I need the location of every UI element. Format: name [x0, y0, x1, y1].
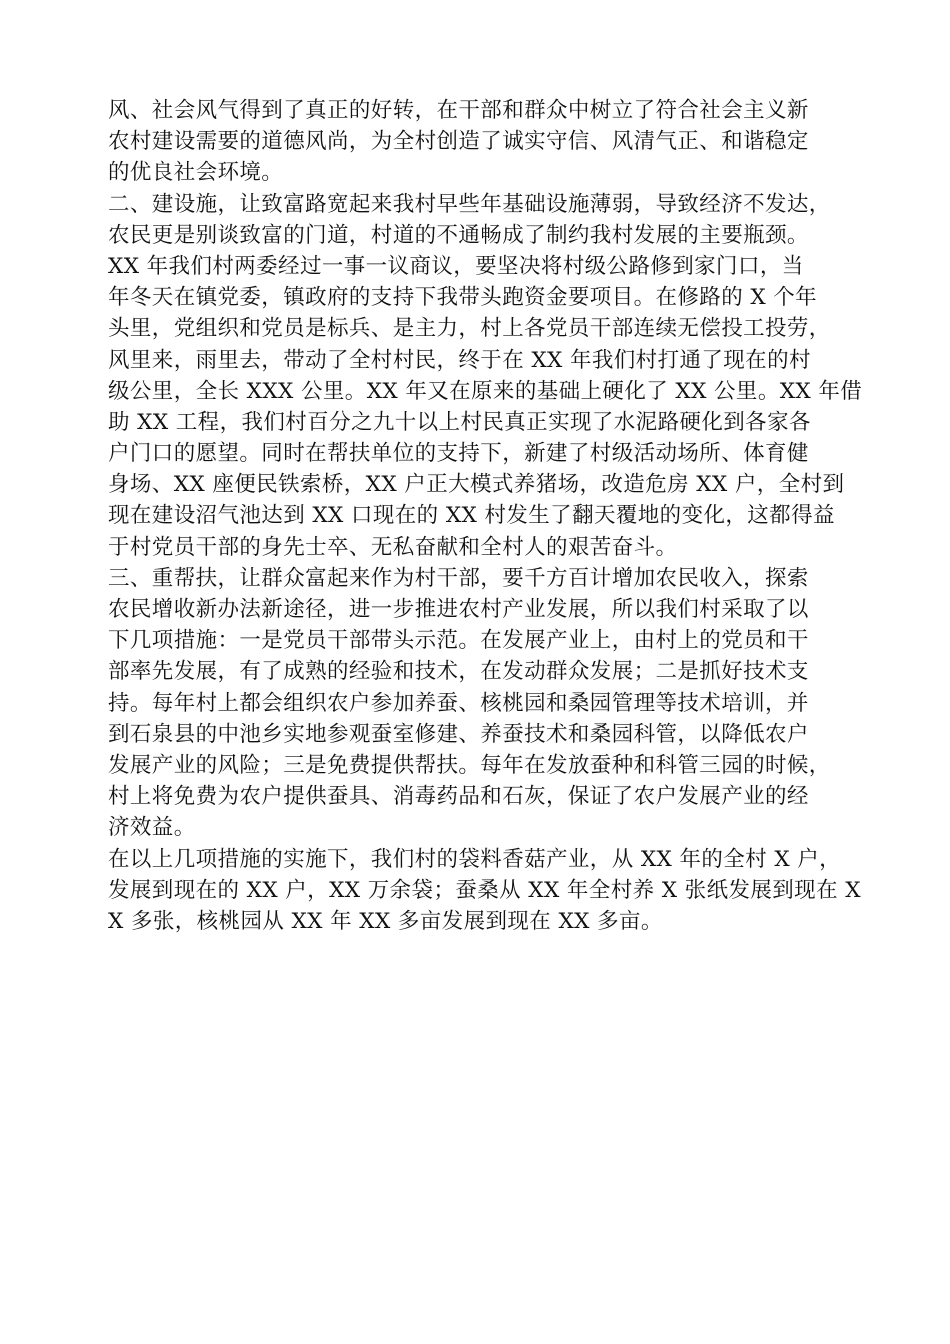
- text-line: 农民更是别谈致富的门道，村道的不通畅成了制约我村发展的主要瓶颈。: [108, 222, 809, 248]
- body-text: [108, 95, 868, 937]
- text-line: 风里来，雨里去，带动了全村村民，终于在 XX 年我们村打通了现在的村: [108, 347, 811, 373]
- text-line: 到石泉县的中池乡实地参观蚕室修建、养蚕技术和桑园科管，以降低农户: [108, 721, 809, 747]
- text-line: 济效益。: [108, 815, 196, 841]
- text-line: 发展产业的风险；三是免费提供帮扶。每年在发放蚕种和科管三园的时候，: [108, 752, 831, 778]
- section-heading-line: 三、重帮扶，让群众富起来作为村干部，要千方百计增加农民收入，探索: [108, 565, 809, 591]
- text-line: 现在建设沼气池达到 XX 口现在的 XX 村发生了翻天覆地的变化，这都得益: [108, 503, 835, 529]
- text-line: 农民增收新办法新途径，进一步推进农村产业发展，所以我们村采取了以: [108, 597, 809, 622]
- text-line: 的优良社会环境。: [108, 160, 284, 186]
- text-line: 级公里，全长 XXX 公里。XX 年又在原来的基础上硬化了 XX 公里。XX 年借: [108, 378, 863, 404]
- text-line: 户门口的愿望。同时在帮扶单位的支持下，新建了村级活动场所、体育健: [108, 441, 809, 467]
- text-line: XX 年我们村两委经过一事一议商议，要坚决将村级公路修到家门口，当: [108, 253, 804, 279]
- text-line: X 多张，核桃园从 XX 年 XX 多亩发展到现在 XX 多亩。: [108, 908, 663, 934]
- text-line: 头里，党组织和党员是标兵、是主力，村上各党员干部连续无偿投工投劳，: [108, 316, 831, 342]
- text-line: 在以上几项措施的实施下，我们村的袋料香菇产业，从 XX 年的全村 X 户，: [108, 846, 842, 872]
- section-heading-line: 二、建设施，让致富路宽起来我村早些年基础设施薄弱，导致经济不发达，: [108, 191, 831, 217]
- text-line: 持。每年村上都会组织农户参加养蚕、核桃园和桑园管理等技术培训，并: [108, 690, 809, 716]
- text-line: 发展到现在的 XX 户，XX 万余袋；蚕桑从 XX 年全村养 X 张纸发展到现在 X: [108, 877, 861, 903]
- text-line: 年冬天在镇党委，镇政府的支持下我带头跑资金要项目。在修路的 X 个年: [108, 285, 818, 311]
- text-line: 部率先发展，有了成熟的经验和技术，在发动群众发展；二是抓好技术支: [108, 659, 809, 685]
- text-line: 身场、XX 座便民铁索桥，XX 户正大模式养猪场，改造危房 XX 户，全村到: [108, 472, 845, 498]
- text-line: 风、社会风气得到了真正的好转，在干部和群众中树立了符合社会主义新: [108, 98, 809, 123]
- text-line: 农村建设需要的道德风尚，为全村创造了诚实守信、风清气正、和谐稳定: [108, 129, 809, 155]
- text-line: 于村党员干部的身先士卒、无私奋献和全村人的艰苦奋斗。: [108, 534, 678, 560]
- text-line: 下几项措施：一是党员干部带头示范。在发展产业上，由村上的党员和干: [108, 628, 809, 654]
- text-line: 村上将免费为农户提供蚕具、消毒药品和石灰，保证了农户发展产业的经: [108, 784, 809, 810]
- text-line: 助 XX 工程，我们村百分之九十以上村民真正实现了水泥路硬化到各家各: [108, 409, 811, 435]
